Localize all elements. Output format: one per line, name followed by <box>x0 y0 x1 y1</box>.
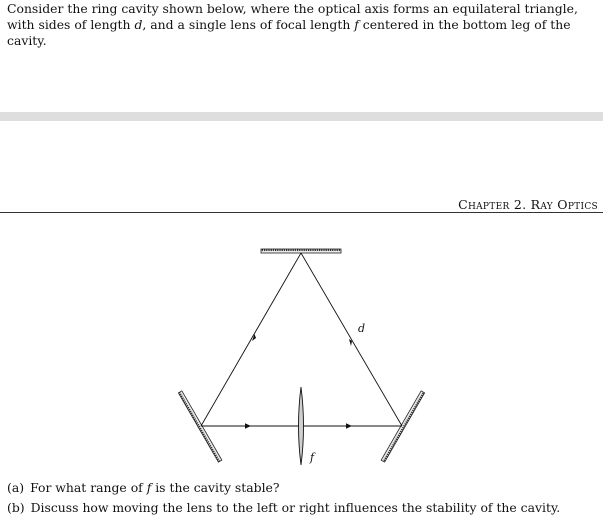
side-length-label: d <box>358 322 366 335</box>
question-a-text-part-1: For what range of <box>30 480 147 495</box>
problem-text-part-3: centered in the bottom leg of the cavity. <box>7 17 571 48</box>
top-mirror <box>261 249 341 253</box>
problem-text-part-1: Consider the ring cavity shown below, where the optical axis forms an equilateral triangle, with sides of length <box>7 1 578 32</box>
variable-d: d <box>134 17 143 32</box>
question-a-variable: f <box>146 480 152 495</box>
question-a <box>7 480 280 496</box>
chapter-running-header: Chapter 2. Ray Optics <box>458 197 598 212</box>
arrow-bottom-left <box>245 423 251 429</box>
focal-length-label: f <box>310 451 315 464</box>
variable-f: f <box>354 17 359 32</box>
question-b-marker: (b) <box>7 500 25 515</box>
left-leg <box>201 253 301 426</box>
question-b <box>7 500 560 516</box>
lens <box>299 387 304 465</box>
question-a-text-part-2: is the cavity stable? <box>151 480 280 495</box>
arrow-bottom-right <box>346 423 352 429</box>
problem-text-part-2: , and a single lens of focal length <box>142 17 355 32</box>
question-b-text: Discuss how moving the lens to the left or right influences the stability of the cavity. <box>30 500 561 515</box>
right-leg <box>301 253 402 426</box>
question-a-marker: (a) <box>7 480 25 495</box>
